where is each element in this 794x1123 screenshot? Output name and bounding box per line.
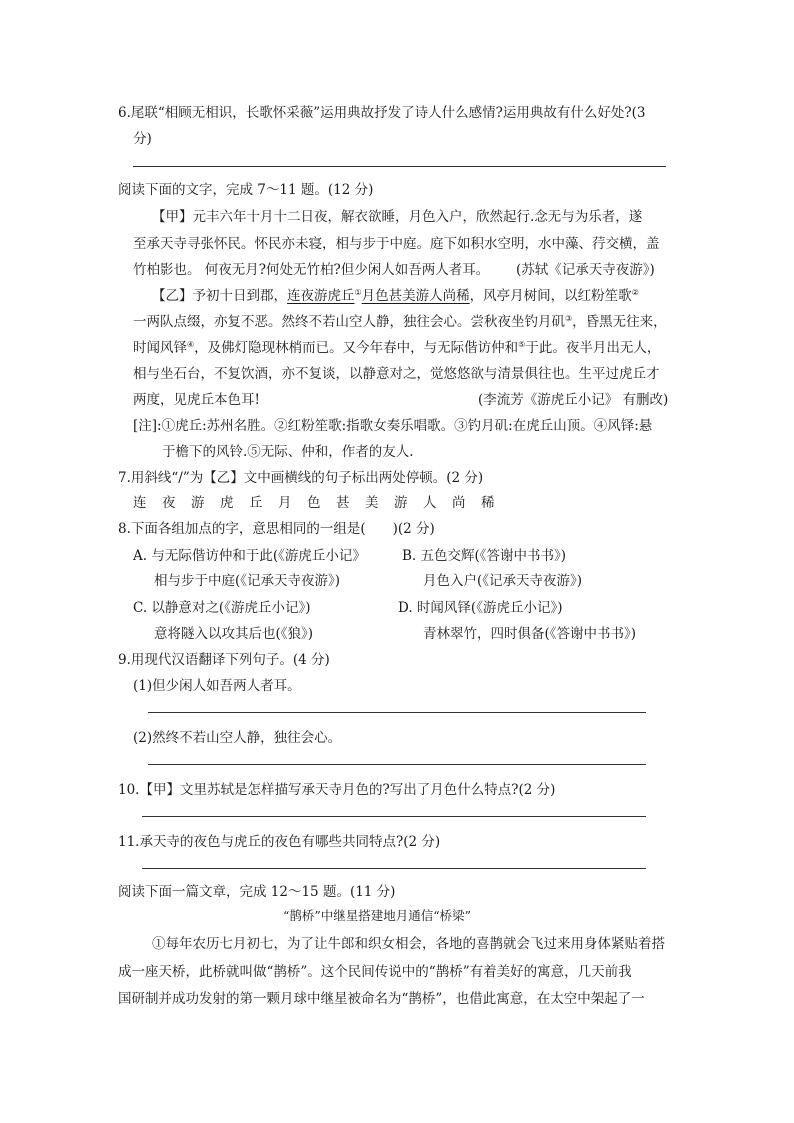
article-title: “鹊桥”中继星搭建地月通信“桥梁”	[283, 908, 472, 923]
q6-line2: 分)	[133, 131, 152, 147]
q6-answer-line	[133, 166, 666, 167]
q11-answer-line	[142, 868, 646, 869]
q8-option-c2: 意将隧入以攻其后也(《狼》)	[154, 626, 314, 642]
q7-text: 7.用斜线“/”为【乙】文中画横线的句子标出两处停顿。(2 分)	[118, 470, 484, 486]
yi-line5: 两度，见虎丘本色耳!	[133, 392, 260, 408]
jia-tag: 【甲】	[152, 209, 193, 225]
jia-line2: 至承天寺寻张怀民。怀民亦未寝，相与步于中庭。庭下如积水空明，水中藻、荇交横，盖	[133, 236, 660, 252]
q8-option-a1: A. 与无际偕访仲和于此(《游虎丘小记》	[133, 548, 366, 564]
q8-option-b2: 月色入户(《记承天寺夜游》)	[423, 573, 583, 589]
article-para1-line3: 国研制并成功发射的第一颗月球中继星被命名为“鹊桥”，也借此寓意，在太空中架起了一	[118, 991, 645, 1007]
jia-line3: 竹柏影也。 何夜无月?何处无竹柏?但少闲人如吾两人者耳。	[133, 262, 490, 278]
q9-sentence1: (1)但少闲人如吾两人者耳。	[133, 678, 301, 694]
yi-line3: 时闻风铎④，及佛灯隐现林梢而已。又今年春中，与无际偕访仲和⑤于此。夜半月出无人，	[133, 340, 661, 356]
notes-line1: [注]:①虎丘:苏州名胜。②红粉笙歌:指歌女奏乐唱歌。③钓月矶:在虎丘山顶。④风铎:悬	[133, 418, 653, 434]
reading1-intro: 阅读下面的文字，完成 7～11 题。(12 分)	[118, 182, 374, 198]
article-para1-line1: ①每年农历七月初七，为了让牛郎和织女相会，各地的喜鹊就会飞过来用身体紧贴着搭	[152, 936, 665, 952]
yi-line1: 【乙】予初十日到郡，连夜游虎丘①月色甚美游人尚稀，风亭月树间，以红粉笙歌②	[152, 288, 639, 304]
q9-sentence2: (2)然终不若山空人静，独往会心。	[133, 730, 342, 746]
q8-option-d2: 青林翠竹，四时俱备(《答谢中书书》)	[423, 626, 637, 642]
q8-option-c1: C. 以静意对之(《游虎丘小记》)	[133, 600, 311, 616]
q9-answer-line-2	[148, 764, 646, 765]
q10-answer-line	[142, 816, 646, 817]
yi-source: (李流芳《游虎丘小记》 有删改)	[478, 392, 669, 408]
yi-tag: 【乙】	[152, 288, 193, 304]
jia-line1: 【甲】元丰六年十月十二日夜，解衣欲睡，月色入户，欣然起行.念无与为乐者，遂	[152, 209, 643, 225]
notes-line2: 于檐下的风铃.⑤无际、仲和，作者的友人.	[162, 444, 414, 460]
q11-text: 11.承天寺的夜色与虎丘的夜色有哪些共同特点?(2 分)	[118, 834, 441, 850]
q6-line1: 6.尾联“相顾无相识，长歌怀采薇”运用典故抒发了诗人什么感情?运用典故有什么好处?(3	[118, 105, 646, 121]
q8-option-b1: B. 五色交辉(《答谢中书书》)	[402, 548, 567, 564]
reading2-intro: 阅读下面一篇文章，完成 12～15 题。(11 分)	[118, 884, 396, 900]
article-para1-line2: 成一座天桥，此桥就叫做“鹊桥”。这个民间传说中的“鹊桥”有着美好的寓意，几天前我	[118, 964, 632, 980]
jia-source: (苏轼《记承天寺夜游》)	[516, 262, 655, 278]
underlined-phrase-2: 月色甚美游人尚稀	[361, 288, 470, 304]
q9-answer-line-1	[148, 712, 646, 713]
yi-line4: 相与坐石台，不复饮酒，亦不复谈，以静意对之，觉悠悠欲与清景俱往也。生平过虎丘才	[133, 366, 660, 382]
underlined-phrase-1: 连夜游虎丘	[287, 288, 355, 304]
q7-sentence: 连夜游虎丘月色甚美游人尚稀	[133, 495, 510, 511]
q8-text: 8.下面各组加点的字，意思相同的一组是( )(2 分)	[118, 521, 435, 537]
q10-text: 10.【甲】文里苏轼是怎样描写承天寺月色的?写出了月色什么特点?(2 分)	[118, 782, 556, 798]
q8-option-d1: D. 时闻风铎(《游虎丘小记》)	[398, 600, 563, 616]
q9-text: 9.用现代汉语翻译下列句子。(4 分)	[118, 652, 330, 668]
yi-line2: 一两队点缀，亦复不恶。然终不若山空人静，独往会心。尝秋夜坐钓月矶③，昏黑无往来，	[133, 314, 667, 330]
q8-option-a2: 相与步于中庭(《记承天寺夜游》)	[154, 573, 341, 589]
